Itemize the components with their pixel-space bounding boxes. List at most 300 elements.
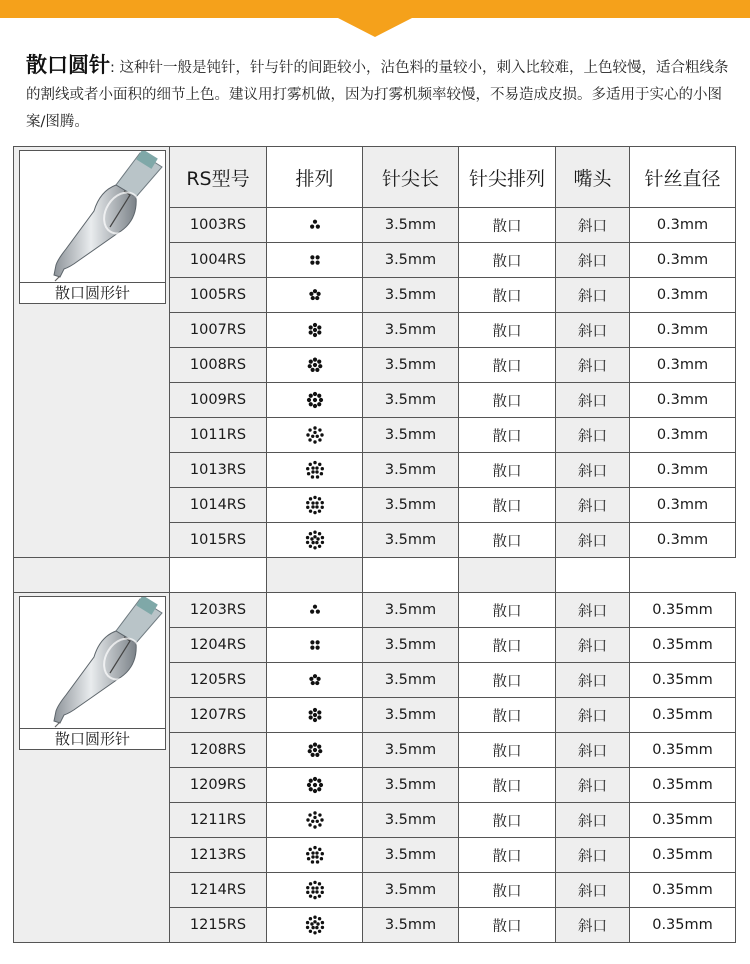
needle-dot (305, 541, 308, 544)
needle-dot (315, 926, 318, 929)
needle-dot (308, 715, 312, 719)
needle-dot (310, 225, 314, 229)
intro-colon: : (110, 60, 120, 76)
intro-title: 散口圆针 (26, 53, 110, 77)
needle-dot (317, 532, 320, 535)
arrangement-cell (267, 523, 363, 558)
needle-arrangement-icon (302, 667, 328, 693)
tip-arrangement-cell: 散口 (459, 383, 556, 418)
diameter-cell: 0.35mm (630, 593, 736, 628)
nozzle-cell: 斜口 (556, 523, 630, 558)
diameter-cell: 0.35mm (630, 733, 736, 768)
needle-dot (313, 881, 316, 884)
needle-dot (310, 640, 314, 644)
needle-dot (312, 708, 316, 712)
needle-dot (318, 823, 321, 826)
tip-arrangement-cell: 散口 (459, 208, 556, 243)
needle-dot (312, 674, 316, 678)
needle-image-box (19, 150, 166, 304)
needle-dot (315, 640, 319, 644)
needle-dot (308, 930, 311, 933)
tip-length-cell: 3.5mm (363, 243, 459, 278)
needle-dot (306, 852, 309, 855)
needle-dot (308, 497, 311, 500)
model-cell: 1213RS (170, 838, 267, 873)
needle-dot (312, 777, 316, 781)
tip-arrangement-cell: 散口 (459, 418, 556, 453)
needle-dot (306, 467, 309, 470)
column-header: RS型号 (170, 147, 267, 208)
needle-dot (312, 713, 316, 717)
empty-cell (459, 558, 556, 593)
tip-length-cell: 3.5mm (363, 348, 459, 383)
needle-image-cell (14, 147, 170, 558)
tip-arrangement-cell: 散口 (459, 243, 556, 278)
column-header: 针丝直径 (630, 147, 736, 208)
tip-arrangement-cell: 散口 (459, 488, 556, 523)
needle-dot (313, 531, 316, 534)
needle-arrangement-icon (302, 387, 328, 413)
needle-dot (308, 402, 312, 406)
model-cell: 1004RS (170, 243, 267, 278)
arrangement-cell (267, 838, 363, 873)
needle-image-label: 散口圆形针 (20, 282, 165, 303)
needle-dot (317, 787, 321, 791)
tip-arrangement-cell: 散口 (459, 698, 556, 733)
needle-dot (312, 748, 316, 752)
needle-dot (311, 435, 314, 438)
arrangement-cell (267, 733, 363, 768)
column-header: 针尖长 (363, 147, 459, 208)
needle-dot (312, 404, 316, 408)
needle-dot (308, 532, 311, 535)
needle-dot (317, 882, 320, 885)
needle-arrangement-icon (302, 912, 328, 938)
model-cell: 1013RS (170, 453, 267, 488)
needle-arrangement-icon (302, 597, 328, 623)
needle-dot (320, 926, 323, 929)
nozzle-cell: 斜口 (556, 418, 630, 453)
spec-table (13, 146, 736, 943)
tip-length-cell: 3.5mm (363, 313, 459, 348)
needle-dot (317, 745, 321, 749)
needle-dot (312, 743, 316, 747)
needle-dot (317, 894, 320, 897)
needle-dot (315, 261, 319, 265)
needle-dot (313, 496, 316, 499)
needle-dot (315, 541, 318, 544)
needle-dot (318, 398, 322, 402)
nozzle-cell: 斜口 (556, 313, 630, 348)
needle-dot (312, 392, 316, 396)
nozzle-cell: 斜口 (556, 838, 630, 873)
tip-arrangement-cell: 散口 (459, 523, 556, 558)
arrangement-cell (267, 383, 363, 418)
column-header: 针尖排列 (459, 147, 556, 208)
needle-dot (313, 431, 316, 434)
diameter-cell: 0.3mm (630, 243, 736, 278)
diameter-cell: 0.35mm (630, 663, 736, 698)
tip-arrangement-cell: 散口 (459, 873, 556, 908)
arrangement-cell (267, 663, 363, 698)
arrangement-cell (267, 278, 363, 313)
needle-dot (317, 325, 321, 329)
needle-dot (313, 461, 316, 464)
needle-dot (310, 646, 314, 650)
needle-dot (320, 852, 323, 855)
needle-dot (308, 779, 312, 783)
needle-dot (306, 818, 309, 821)
tip-arrangement-cell: 散口 (459, 593, 556, 628)
needle-dot (310, 610, 314, 614)
arrangement-cell (267, 593, 363, 628)
needle-dot (320, 536, 323, 539)
needle-dot (306, 501, 309, 504)
needle-dot (317, 917, 320, 920)
needle-arrangement-icon (302, 527, 328, 553)
needle-dot (316, 677, 320, 681)
table-row (14, 593, 736, 628)
needle-dot (310, 681, 314, 685)
diameter-cell: 0.3mm (630, 523, 736, 558)
needle-dot (311, 886, 314, 889)
column-header: 嘴头 (556, 147, 630, 208)
nozzle-cell: 斜口 (556, 663, 630, 698)
needle-dot (318, 438, 321, 441)
nozzle-cell: 斜口 (556, 873, 630, 908)
needle-image-cell (14, 593, 170, 943)
needle-dot (308, 509, 311, 512)
diameter-cell: 0.35mm (630, 628, 736, 663)
spacer-row (14, 558, 736, 593)
needle-dot (315, 855, 318, 858)
needle-dot (308, 325, 312, 329)
needle-dot (308, 848, 311, 851)
nozzle-cell: 斜口 (556, 803, 630, 838)
model-cell: 1015RS (170, 523, 267, 558)
arrangement-cell (267, 348, 363, 383)
needle-dot (313, 535, 316, 538)
needle-dot (312, 358, 316, 362)
needle-dot (313, 811, 316, 814)
tip-arrangement-cell: 散口 (459, 278, 556, 313)
nozzle-cell: 斜口 (556, 278, 630, 313)
model-cell: 1003RS (170, 208, 267, 243)
needle-dot (308, 823, 311, 826)
tip-length-cell: 3.5mm (363, 803, 459, 838)
needle-dot (306, 398, 310, 402)
needle-dot (308, 360, 312, 364)
needle-dot (308, 438, 311, 441)
needle-dot (306, 783, 310, 787)
needle-dot (313, 426, 316, 429)
model-cell: 1014RS (170, 488, 267, 523)
needle-dot (308, 787, 312, 791)
needle-dot (315, 886, 318, 889)
needle-arrangement-icon (302, 632, 328, 658)
needle-dot (311, 501, 314, 504)
tip-arrangement-cell: 散口 (459, 453, 556, 488)
needle-arrangement-icon (302, 842, 328, 868)
needle-dot (310, 475, 313, 478)
needle-cartridge-image (20, 151, 165, 282)
needle-dot (317, 930, 320, 933)
needle-dot (317, 779, 321, 783)
needle-dot (306, 857, 309, 860)
needle-dot (312, 363, 316, 367)
needle-dot (318, 428, 321, 431)
needle-dot (320, 891, 323, 894)
diameter-cell: 0.3mm (630, 208, 736, 243)
diameter-cell: 0.35mm (630, 908, 736, 943)
needle-dot (315, 860, 318, 863)
tip-length-cell: 3.5mm (363, 383, 459, 418)
needle-dot (315, 466, 318, 469)
intro-paragraph (26, 52, 731, 136)
needle-dot (312, 333, 316, 337)
needle-dot (312, 783, 316, 787)
tip-length-cell: 3.5mm (363, 453, 459, 488)
needle-dot (317, 394, 321, 398)
nozzle-cell: 斜口 (556, 628, 630, 663)
model-cell: 1209RS (170, 768, 267, 803)
nozzle-cell: 斜口 (556, 383, 630, 418)
needle-dot (305, 921, 308, 924)
needle-dot (310, 860, 313, 863)
tip-length-cell: 3.5mm (363, 208, 459, 243)
tip-length-cell: 3.5mm (363, 593, 459, 628)
needle-dot (308, 330, 312, 334)
arrangement-cell (267, 768, 363, 803)
needle-image-box (19, 596, 166, 750)
needle-arrangement-icon (302, 457, 328, 483)
needle-dot (309, 677, 313, 681)
needle-image-label: 散口圆形针 (20, 728, 165, 749)
tip-length-cell: 3.5mm (363, 628, 459, 663)
needle-dot (318, 848, 321, 851)
diameter-cell: 0.3mm (630, 313, 736, 348)
needle-dot (308, 882, 311, 885)
needle-arrangement-icon (302, 772, 328, 798)
model-cell: 1011RS (170, 418, 267, 453)
model-cell: 1009RS (170, 383, 267, 418)
needle-arrangement-icon (302, 877, 328, 903)
diameter-cell: 0.3mm (630, 418, 736, 453)
model-cell: 1005RS (170, 278, 267, 313)
needle-dot (320, 886, 323, 889)
tip-length-cell: 3.5mm (363, 418, 459, 453)
needle-dot (317, 360, 321, 364)
arrangement-cell (267, 208, 363, 243)
needle-dot (305, 536, 308, 539)
model-cell: 1208RS (170, 733, 267, 768)
needle-dot (312, 289, 316, 293)
needle-dot (310, 922, 313, 925)
needle-arrangement-icon (302, 247, 328, 273)
needle-dot (315, 681, 319, 685)
needle-dot (310, 368, 314, 372)
nozzle-cell: 斜口 (556, 698, 630, 733)
needle-arrangement-icon (302, 212, 328, 238)
needle-dot (312, 605, 316, 609)
nozzle-cell: 斜口 (556, 453, 630, 488)
empty-cell (267, 558, 363, 593)
model-cell: 1203RS (170, 593, 267, 628)
needle-dot (313, 920, 316, 923)
needle-dot (318, 813, 321, 816)
needle-dot (317, 715, 321, 719)
needle-dot (320, 501, 323, 504)
needle-dot (312, 323, 316, 327)
diameter-cell: 0.3mm (630, 348, 736, 383)
needle-dot (318, 749, 322, 753)
nozzle-cell: 斜口 (556, 593, 630, 628)
needle-dot (315, 255, 319, 259)
needle-dot (316, 292, 320, 296)
needle-dot (313, 440, 316, 443)
needle-dot (313, 511, 316, 514)
diameter-cell: 0.35mm (630, 698, 736, 733)
intro-text: 这种针一般是钝针，针与针的间距较小，沾色料的量较小，刺入比较难，上色较慢，适合粗线条的割线或者小面积的细节上色。建议用打雾机做，因为打雾机频率较慢，不易造成皮损。多适用于实心的小图案/图腾。 (26, 60, 729, 130)
needle-dot (317, 545, 320, 548)
needle-dot (320, 818, 323, 821)
arrangement-cell (267, 313, 363, 348)
needle-dot (306, 891, 309, 894)
needle-dot (319, 857, 322, 860)
needle-dot (318, 364, 322, 368)
arrangement-cell (267, 698, 363, 733)
needle-dot (317, 497, 320, 500)
diameter-cell: 0.3mm (630, 453, 736, 488)
needle-arrangement-icon (302, 702, 328, 728)
model-cell: 1204RS (170, 628, 267, 663)
needle-dot (312, 220, 316, 224)
arrangement-cell (267, 873, 363, 908)
needle-dot (312, 789, 316, 793)
arrangement-cell (267, 243, 363, 278)
empty-cell (363, 558, 459, 593)
top-banner (0, 0, 750, 38)
model-cell: 1215RS (170, 908, 267, 943)
needle-dot (313, 846, 316, 849)
tip-length-cell: 3.5mm (363, 278, 459, 313)
arrangement-cell (267, 453, 363, 488)
needle-dot (313, 896, 316, 899)
needle-dot (311, 470, 314, 473)
needle-dot (313, 816, 316, 819)
needle-dot (308, 813, 311, 816)
header-row (14, 147, 736, 208)
diameter-cell: 0.35mm (630, 873, 736, 908)
needle-dot (306, 506, 309, 509)
tip-length-cell: 3.5mm (363, 698, 459, 733)
diameter-cell: 0.35mm (630, 768, 736, 803)
needle-dot (316, 537, 319, 540)
needle-dot (315, 296, 319, 300)
model-cell: 1211RS (170, 803, 267, 838)
needle-dot (309, 292, 313, 296)
needle-dot (320, 921, 323, 924)
tip-arrangement-cell: 散口 (459, 313, 556, 348)
nozzle-cell: 斜口 (556, 768, 630, 803)
needle-dot (319, 472, 322, 475)
arrangement-cell (267, 628, 363, 663)
needle-dot (306, 886, 309, 889)
needle-dot (306, 472, 309, 475)
needle-dot (308, 710, 312, 714)
needle-dot (315, 610, 319, 614)
diameter-cell: 0.3mm (630, 278, 736, 313)
needle-dot (317, 402, 321, 406)
empty-cell (14, 558, 170, 593)
needle-dot (313, 916, 316, 919)
needle-dot (310, 296, 314, 300)
needle-dot (311, 855, 314, 858)
needle-dot (306, 433, 309, 436)
tip-length-cell: 3.5mm (363, 908, 459, 943)
model-cell: 1007RS (170, 313, 267, 348)
needle-dot (305, 926, 308, 929)
nozzle-cell: 斜口 (556, 243, 630, 278)
needle-arrangement-icon (302, 737, 328, 763)
tip-arrangement-cell: 散口 (459, 803, 556, 838)
needle-arrangement-icon (302, 317, 328, 343)
needle-arrangement-icon (302, 492, 328, 518)
needle-dot (311, 926, 314, 929)
nozzle-cell: 斜口 (556, 208, 630, 243)
nozzle-cell: 斜口 (556, 733, 630, 768)
tip-length-cell: 3.5mm (363, 523, 459, 558)
tip-arrangement-cell: 散口 (459, 628, 556, 663)
needle-dot (320, 467, 323, 470)
nozzle-cell: 斜口 (556, 908, 630, 943)
needle-arrangement-icon (302, 422, 328, 448)
tip-arrangement-cell: 散口 (459, 838, 556, 873)
diameter-cell: 0.35mm (630, 838, 736, 873)
needle-arrangement-icon (302, 282, 328, 308)
needle-dot (310, 255, 314, 259)
diameter-cell: 0.3mm (630, 488, 736, 523)
needle-dot (315, 470, 318, 473)
needle-dot (318, 783, 322, 787)
needle-dot (308, 545, 311, 548)
needle-dot (315, 435, 318, 438)
needle-dot (312, 718, 316, 722)
needle-dot (308, 463, 311, 466)
needle-dot (315, 753, 319, 757)
tip-arrangement-cell: 散口 (459, 348, 556, 383)
needle-dot (312, 328, 316, 332)
tip-length-cell: 3.5mm (363, 663, 459, 698)
needle-dot (311, 541, 314, 544)
column-header: 排列 (267, 147, 363, 208)
arrangement-cell (267, 488, 363, 523)
arrangement-cell (267, 418, 363, 453)
needle-dot (308, 894, 311, 897)
model-cell: 1214RS (170, 873, 267, 908)
needle-dot (317, 509, 320, 512)
needle-dot (315, 368, 319, 372)
needle-arrangement-icon (302, 352, 328, 378)
needle-dot (317, 710, 321, 714)
needle-dot (308, 394, 312, 398)
needle-arrangement-icon (302, 807, 328, 833)
tip-length-cell: 3.5mm (363, 733, 459, 768)
needle-dot (315, 851, 318, 854)
needle-dot (320, 541, 323, 544)
needle-dot (313, 825, 316, 828)
empty-cell (170, 558, 267, 593)
